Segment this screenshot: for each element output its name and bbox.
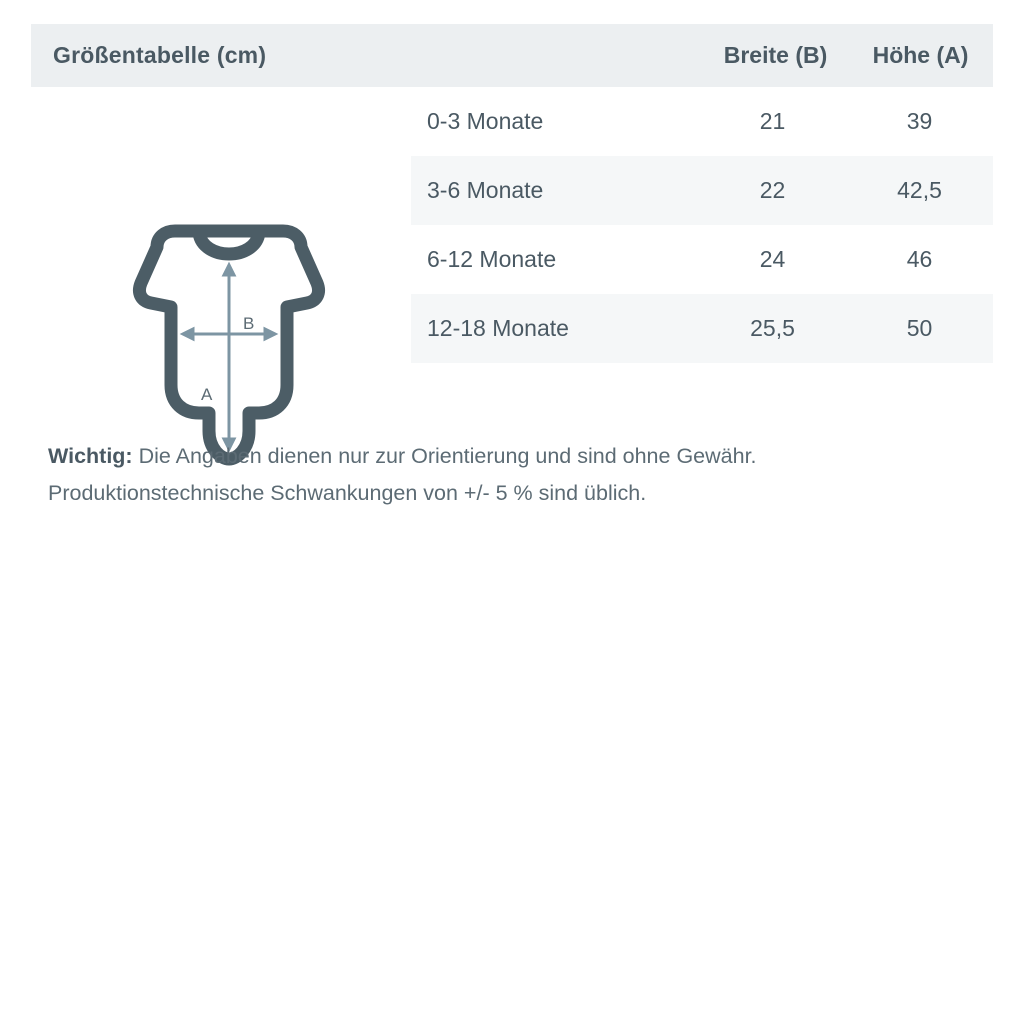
disclaimer-strong: Wichtig: [48, 444, 133, 468]
disclaimer-line-2: Produktionstechnische Schwankungen von +/- 5 % sind üblich. [48, 481, 647, 505]
row-size-label: 6-12 Monate [427, 246, 557, 272]
row-height-value: 46 [906, 246, 933, 272]
column-header-width: Breite (B) [723, 42, 828, 68]
garment-figure [31, 87, 411, 404]
row-height-value: 50 [906, 315, 933, 341]
row-width-value: 22 [759, 177, 786, 203]
disclaimer-line-1: Die Angaben dienen nur zur Orientierung und sind ohne Gewähr. [132, 444, 757, 468]
row-size-label: 12-18 Monate [427, 315, 569, 341]
row-size-label: 3-6 Monate [427, 177, 544, 203]
row-height-value: 42,5 [897, 177, 942, 203]
size-chart-header [31, 24, 993, 87]
column-header-height: Höhe (A) [872, 42, 969, 68]
row-height-value: 39 [906, 108, 933, 134]
disclaimer-note [48, 438, 968, 512]
table-row [411, 294, 993, 363]
size-table [411, 87, 993, 363]
row-width-value: 21 [759, 108, 786, 134]
size-chart-body [31, 87, 993, 404]
row-size-label: 0-3 Monate [427, 108, 544, 134]
table-row [411, 87, 993, 156]
table-row [411, 156, 993, 225]
size-chart [31, 24, 993, 404]
size-table-wrap [411, 87, 993, 363]
figure-label-height: A [201, 385, 213, 404]
table-row [411, 225, 993, 294]
figure-label-width: B [243, 314, 255, 333]
row-width-value: 25,5 [750, 315, 795, 341]
page-title: Größentabelle (cm) [53, 42, 267, 68]
row-width-value: 24 [759, 246, 786, 272]
